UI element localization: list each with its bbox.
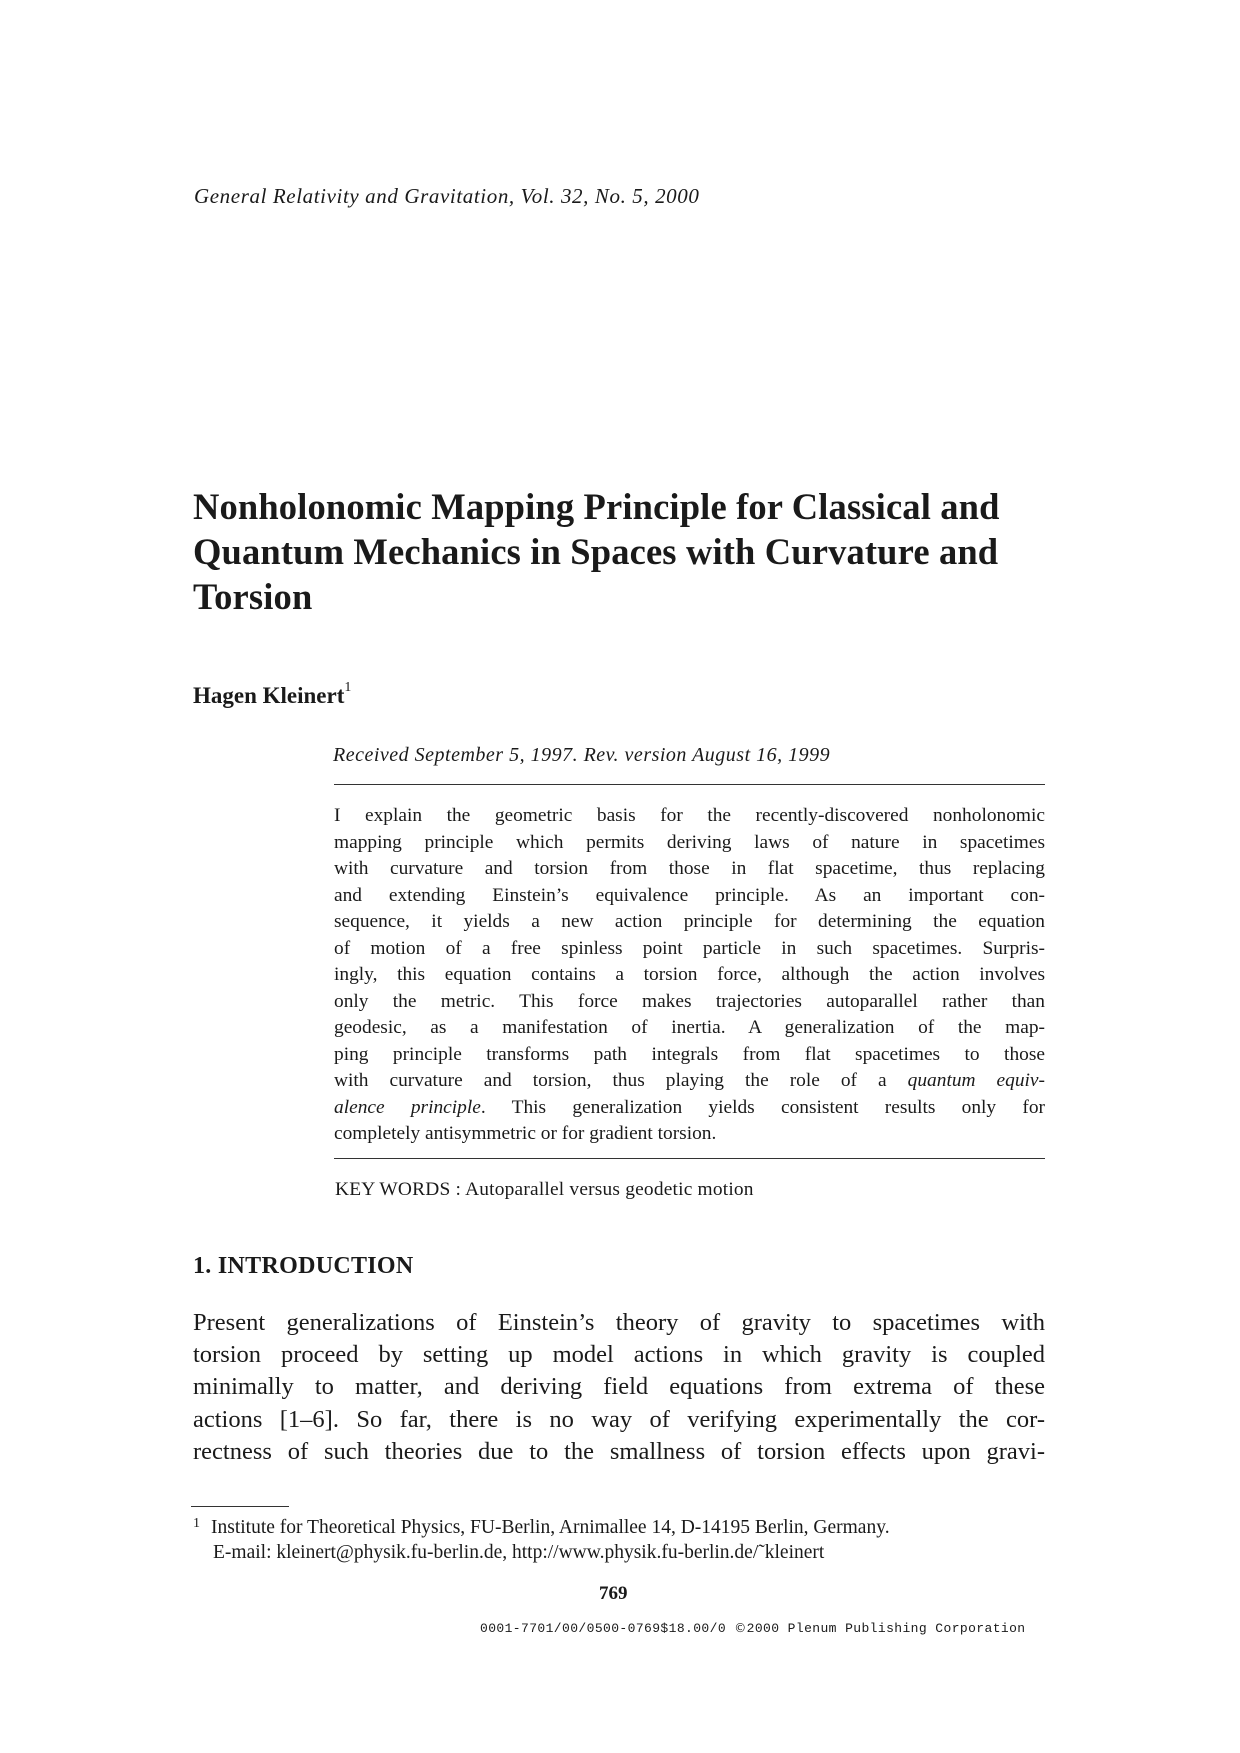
abstract-line: and extending Einstein’s equivalence principle. As an important con-: [334, 884, 1045, 906]
abstract-line: with curvature and torsion from those in flat spacetime, thus replacing: [334, 858, 1045, 879]
footnote-rule: [191, 1506, 289, 1507]
page-number: 769: [599, 1583, 628, 1604]
abstract-line: I explain the geometric basis for the recently-discovered nonholonomic: [334, 805, 1045, 826]
body-line: torsion proceed by setting up model actions in which gravity is coupled: [193, 1341, 1045, 1369]
copyright-symbol: ©: [734, 1621, 747, 1635]
title-line: Torsion: [193, 576, 313, 617]
author-line: [193, 680, 352, 709]
footnote: [193, 1515, 1053, 1565]
body-line: Present generalizations of Einstein’s theory of gravity to spacetimes with: [193, 1309, 1045, 1336]
abstract-line: only the metric. This force makes trajectories autoparallel rather than: [334, 990, 1045, 1012]
body-line: actions [1–6]. So far, there is no way of verifying experimentally the cor-: [193, 1405, 1045, 1433]
footnote-line: E-mail: kleinert@physik.fu-berlin.de, http://www.physik.fu-berlin.de/˜kleinert: [213, 1542, 825, 1563]
abstract-bottom-rule: [334, 1158, 1045, 1159]
abstract-line: mapping principle which permits deriving laws of nature in spacetimes: [334, 831, 1045, 853]
body-paragraph: [193, 1307, 1045, 1468]
copyright-line: [480, 1621, 1026, 1636]
paper-title: [193, 484, 1073, 619]
abstract-emphasis: alence principle: [334, 1096, 481, 1118]
section-heading: 1. INTRODUCTION: [193, 1253, 414, 1279]
abstract-line: sequence, it yields a new action principle for determining the equation: [334, 911, 1045, 932]
abstract-line: ingly, this equation contains a torsion force, although the action involves: [334, 964, 1045, 985]
title-line: Quantum Mechanics in Spaces with Curvature and: [193, 531, 999, 572]
abstract-line: [334, 1068, 1045, 1095]
copyright-publisher: 2000 Plenum Publishing Corporation: [746, 1621, 1026, 1636]
abstract-text: . This generalization yields consistent results only for: [480, 1096, 1045, 1118]
title-line: Nonholonomic Mapping Principle for Classical and: [193, 486, 1000, 527]
abstract-emphasis: quantum equiv-: [907, 1070, 1045, 1091]
body-line: minimally to matter, and deriving field equations from extrema of these: [193, 1373, 1045, 1401]
footnote-line: Institute for Theoretical Physics, FU-Berlin, Arnimallee 14, D-14195 Berlin, Germany.: [211, 1517, 890, 1538]
author-footnote-mark: 1: [344, 680, 352, 696]
abstract-text: with curvature and torsion, thus playing the role of a: [334, 1070, 908, 1091]
author-name: Hagen Kleinert: [193, 683, 345, 708]
footnote-mark: 1: [193, 1516, 200, 1531]
body-line: rectness of such theories due to the smallness of torsion effects upon gravi-: [193, 1437, 1045, 1465]
abstract: [334, 803, 1045, 1148]
keywords: KEY WORDS : Autoparallel versus geodetic motion: [335, 1179, 754, 1200]
received-date: Received September 5, 1997. Rev. version August 16, 1999: [333, 744, 831, 766]
abstract-line: completely antisymmetric or for gradient torsion.: [334, 1123, 717, 1144]
journal-citation: General Relativity and Gravitation, Vol. 32, No. 5, 2000: [194, 184, 700, 208]
abstract-line: of motion of a free spinless point particle in such spacetimes. Surpris-: [334, 937, 1045, 959]
abstract-line: geodesic, as a manifestation of inertia. A generalization of the map-: [334, 1017, 1045, 1038]
copyright-code: 0001-7701/00/0500-0769$18.00/0: [480, 1621, 735, 1636]
abstract-top-rule: [334, 784, 1045, 785]
abstract-line: ping principle transforms path integrals from flat spacetimes to those: [334, 1043, 1045, 1065]
abstract-line: [334, 1095, 1045, 1122]
